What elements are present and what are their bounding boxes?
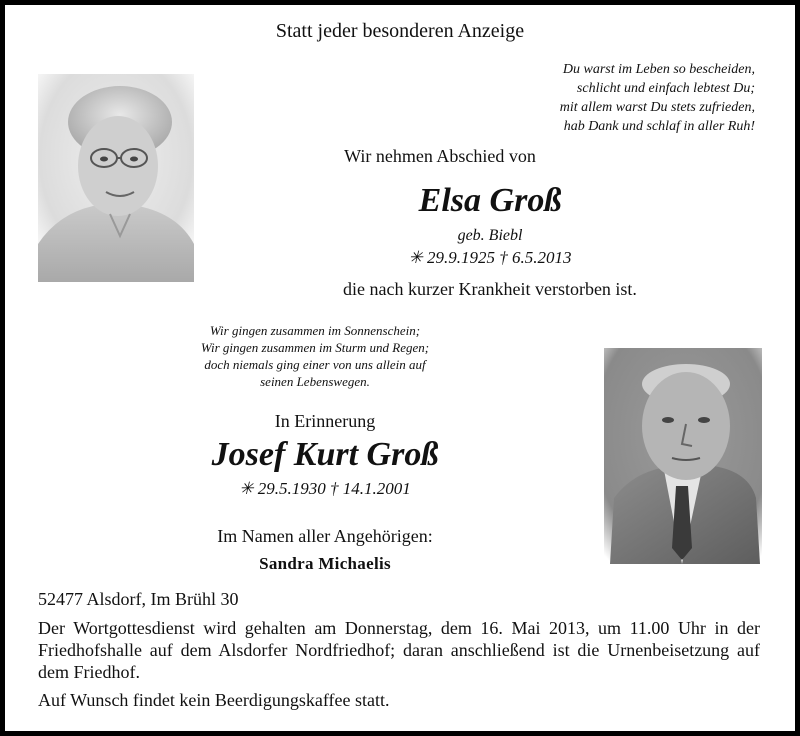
farewell-line: Wir nehmen Abschied von — [344, 146, 536, 166]
deceased-name-josef: Josef Kurt Groß — [211, 436, 439, 473]
notice-header: Statt jeder besonderen Anzeige — [275, 20, 525, 42]
signer-name: Sandra Michaelis — [259, 554, 391, 573]
poem-line: Wir gingen zusammen im Sturm und Regen; — [200, 340, 430, 355]
death-note: die nach kurzer Krankheit verstorben ist. — [343, 279, 637, 299]
service-paragraph: Der Wortgottesdienst wird gehalten am Donnerstag, dem 16. Mai 2013, um 11.00 Uhr in der Friedhofshalle auf dem Alsdorfer Nordfriedhof; daran anschließend ist die Urnenbeisetzung auf dem Friedhof. — [38, 618, 760, 682]
deceased-name-elsa: Elsa Groß — [418, 182, 562, 219]
poem-line: Du warst im Leben so bescheiden, — [562, 62, 755, 77]
address: 52477 Alsdorf, Im Brühl 30 — [38, 589, 239, 609]
poem-josef — [150, 322, 480, 390]
poem-line: seinen Lebenswegen. — [260, 374, 370, 389]
birth-name: geb. Biebl — [457, 227, 523, 244]
life-dates-elsa: ✳ 29.9.1925 † 6.5.2013 — [408, 248, 572, 267]
poem-line: mit allem warst Du stets zufrieden, — [559, 100, 755, 115]
poem-elsa — [515, 60, 755, 136]
memory-line: In Erinnerung — [274, 411, 376, 431]
service-info — [38, 617, 760, 683]
family-line: Im Namen aller Angehörigen: — [217, 526, 433, 546]
poem-line: schlicht und einfach lebtest Du; — [576, 81, 755, 96]
poem-line: doch niemals ging einer von uns allein auf — [204, 357, 426, 372]
poem-line: Wir gingen zusammen im Sonnenschein; — [209, 323, 421, 338]
life-dates-josef: ✳ 29.5.1930 † 14.1.2001 — [239, 479, 411, 498]
poem-line: hab Dank und schlaf in aller Ruh! — [563, 119, 755, 134]
coffee-note: Auf Wunsch findet kein Beerdigungskaffee statt. — [38, 690, 390, 710]
